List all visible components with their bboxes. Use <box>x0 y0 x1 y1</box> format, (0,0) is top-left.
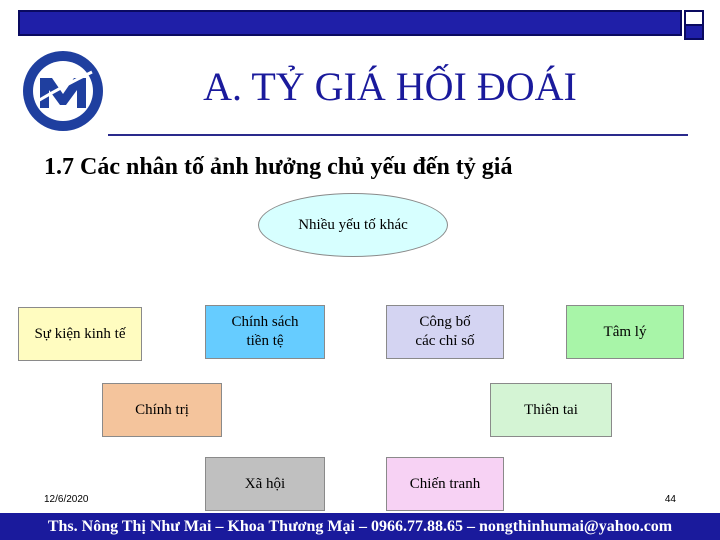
footer-text: Ths. Nông Thị Như Mai – Khoa Thương Mại – 0966.77.88.65 – nongthinhumai@yahoo.com <box>47 517 673 535</box>
factor-indicator-release <box>386 305 504 359</box>
factor-indicator-release-line1: Công bố <box>419 314 471 330</box>
factor-politics-label: Chính trị <box>135 401 189 418</box>
header-bar <box>18 10 682 36</box>
factor-war <box>386 457 504 511</box>
factor-psychology-label: Tâm lý <box>603 323 647 340</box>
title-divider <box>108 134 688 136</box>
header-square-bottom <box>684 24 704 40</box>
factor-monetary-policy-line2: tiền tệ <box>246 333 284 349</box>
factor-monetary-policy-line1: Chính sách <box>231 314 299 330</box>
factor-monetary-policy <box>205 305 325 359</box>
factor-psychology <box>566 305 684 359</box>
footer-bar <box>0 513 720 540</box>
factor-indicator-release-line2: các chỉ số <box>415 333 475 349</box>
factor-other-label: Nhiều yếu tố khác <box>298 216 408 233</box>
factor-society <box>205 457 325 511</box>
slide-subtitle: 1.7 Các nhân tố ảnh hưởng chủ yếu đến tỷ giá <box>44 154 513 180</box>
factor-war-label: Chiến tranh <box>409 475 481 492</box>
slide-title: A. TỶ GIÁ HỐI ĐOÁI <box>203 64 577 109</box>
factor-economic-events-label: Sự kiện kinh tế <box>34 325 126 342</box>
page-number: 44 <box>664 494 676 505</box>
factor-natural-disasters <box>490 383 612 437</box>
slide-date: 12/6/2020 <box>44 494 89 505</box>
factor-economic-events <box>18 307 142 361</box>
university-logo-icon <box>22 50 104 132</box>
factor-natural-disasters-label: Thiên tai <box>524 401 578 418</box>
factor-politics <box>102 383 222 437</box>
factor-society-label: Xã hội <box>244 475 286 492</box>
factor-other-oval <box>258 193 448 257</box>
